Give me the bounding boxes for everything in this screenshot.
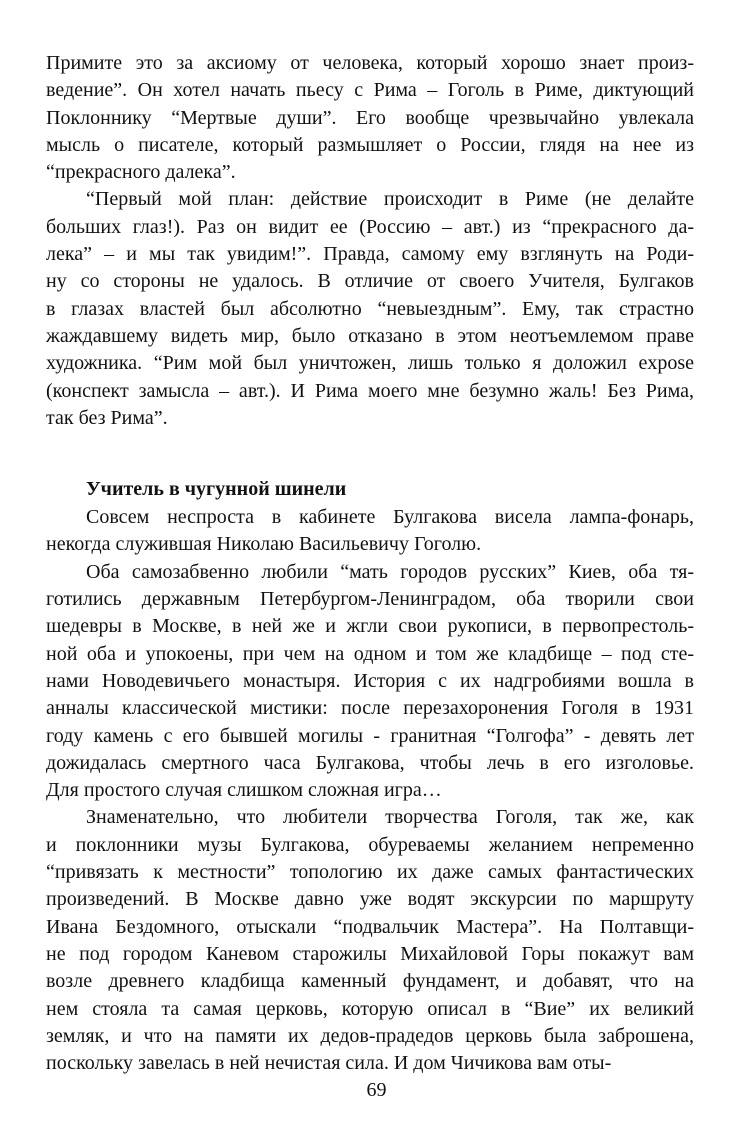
text-line: так без Рима”. bbox=[46, 406, 168, 429]
text-line: в глазах властей был абсолютно “невыездным”. Ему, так страстно bbox=[46, 297, 694, 320]
text-line: Совсем неспроста в кабинете Булгакова висела лампа-фонарь, bbox=[86, 506, 694, 529]
text-line: некогда служившая Николаю Васильевичу Гоголю. bbox=[46, 533, 482, 556]
text-line: нем стояла та самая церковь, которую описал в “Вие” их великий bbox=[46, 997, 694, 1020]
text-line: Поклоннику “Мертвые души”. Его вообще чрезвычайно увлекала bbox=[46, 106, 694, 129]
text-line: дожидалась смертного часа Булгакова, чтобы лечь в его изголовье. bbox=[46, 751, 694, 774]
text-block-bottom bbox=[46, 504, 694, 1077]
text-line: Примите это за аксиому от человека, который хорошо знает произ- bbox=[46, 52, 694, 74]
text-line: (конспект замысла – авт.). И Рима моего мне безумно жаль! Без Рима, bbox=[46, 379, 694, 402]
text-line: возле древнего кладбища каменный фундамент, и добавят, что на bbox=[46, 970, 694, 993]
paragraph bbox=[46, 504, 694, 559]
text-line: Для простого случая слишком сложная игра… bbox=[46, 779, 442, 802]
text-line: Оба самозабвенно любили “мать городов русских” Киев, оба тя- bbox=[86, 560, 694, 583]
text-line: больших глаз!). Раз он видит ее (Россию – авт.) из “прекрасного да- bbox=[46, 215, 694, 238]
text-line: мысль о писателе, который размышляет о России, глядя на нее из bbox=[46, 133, 694, 156]
text-line: “Первый мой план: действие происходит в Риме (не делайте bbox=[86, 188, 694, 211]
text-line: поскольку завелась в ней нечистая сила. И дом Чичикова вам оты- bbox=[46, 1052, 612, 1075]
text-line: году камень с его бывшей могилы - гранитная “Голгофа” - девять лет bbox=[46, 724, 694, 747]
book-page bbox=[46, 50, 694, 1120]
paragraph bbox=[46, 50, 694, 186]
section-heading: Учитель в чугунной шинели bbox=[86, 478, 347, 501]
text-line: ной оба и упокоены, при чем на одном и том же кладбище – под сте- bbox=[46, 642, 694, 665]
text-line: не под городом Каневом старожилы Михайловой Горы покажут вам bbox=[46, 942, 694, 965]
text-block-top bbox=[46, 50, 694, 432]
paragraph bbox=[46, 186, 694, 432]
text-line: жаждавшему видеть мир, было отказано в этом неотъемлемом праве bbox=[46, 324, 694, 347]
page-number: 69 bbox=[366, 1079, 387, 1101]
text-line: Знаменательно, что любители творчества Гоголя, так же, как bbox=[86, 806, 694, 829]
text-line: анналы классической мистики: после перезахоронения Гоголя в 1931 bbox=[46, 697, 694, 720]
text-line: нами Новодевичьего монастыря. История с их надгробиями вошла в bbox=[46, 669, 694, 692]
text-line: “прекрасного далека”. bbox=[46, 161, 236, 184]
text-line: шедевры в Москве, в ней же и жгли свои рукописи, в первопрестоль- bbox=[46, 615, 694, 638]
text-line: ну со стороны не удалось. В отличие от своего Учителя, Булгаков bbox=[46, 270, 694, 293]
text-line: готились державным Петербургом-Ленинградом, оба творили свои bbox=[46, 588, 694, 611]
text-line: художника. “Рим мой был уничтожен, лишь только я доложил expose bbox=[46, 352, 694, 375]
text-line: лека” – и мы так увидим!”. Правда, самому ему взглянуть на Роди- bbox=[46, 243, 694, 266]
text-line: “привязать к местности” топологию их даже самых фантастических bbox=[46, 861, 694, 884]
paragraph bbox=[46, 559, 694, 805]
text-line: и поклонники музы Булгакова, обуреваемы желанием непременно bbox=[46, 833, 694, 856]
text-line: ведение”. Он хотел начать пьесу с Рима – Гоголь в Риме, диктующий bbox=[46, 79, 694, 102]
text-line: Ивана Бездомного, отыскали “подвальчик Мастера”. На Полтавщи- bbox=[46, 915, 694, 938]
text-line: земляк, и что на памяти их дедов-прадедов церковь была заброшена, bbox=[46, 1024, 694, 1047]
text-line: произведений. В Москве давно уже водят экскурсии по маршруту bbox=[46, 888, 694, 911]
paragraph bbox=[46, 804, 694, 1077]
